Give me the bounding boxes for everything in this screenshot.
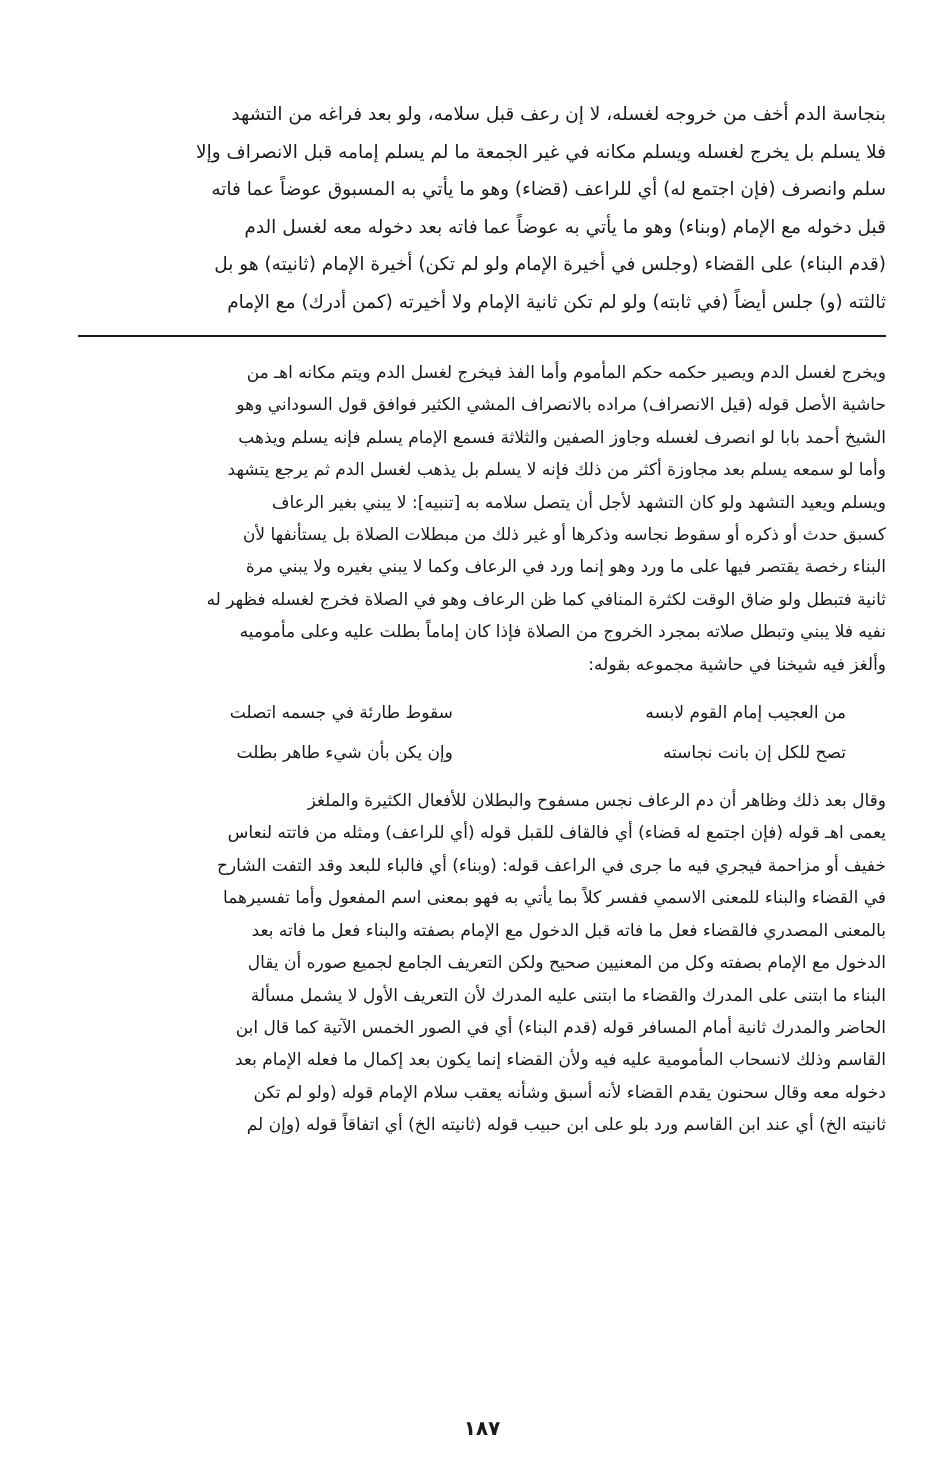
commentary-line: القاسم وذلك لانسحاب المأمومية عليه فيه ولأن القضاء إنما يكون بعد إكمال ما فعله الإمام بعد [235, 1050, 886, 1071]
main-text [78, 96, 886, 321]
commentary-line: وألغز فيه شيخنا في حاشية مجموعه بقوله: [588, 654, 886, 675]
main-text-line: فلا يسلم بل يخرج لغسله ويسلم مكانه في غير الجمعة ما لم يسلم إمامه قبل الانصراف وإلا [196, 141, 886, 163]
commentary-line: كسبق حدث أو ذكره أو سقوط نجاسه وذكرها أو غير ذلك من مبطلات الصلاة بل يستأنفها لأن [242, 525, 886, 546]
main-text-line: ثالثته (و) جلس أيضاً (في ثابته) ولو لم تكن ثانية الإمام ولا أخيرته (كمن أدرك) مع الإمام [227, 291, 886, 313]
commentary-line: البناء رخصة يقتصر فيها على ما ورد وهو إنما ورد في الرعاف وكما لا يبني بغيره ولا يبني مرة [245, 557, 886, 578]
main-text-line: بنجاسة الدم أخف من خروجه لغسله، لا إن رعف قبل سلامه، ولو بعد فراغه من التشهد [231, 104, 886, 125]
commentary-line: ثانية فتبطل ولو ضاق الوقت لكثرة المنافي كما ظن الرعاف وهو في الصلاة فخرج لغسله فظهر له [206, 589, 886, 610]
commentary-line: خفيف أو مزاحمة فيجري فيه ما جرى في الراعف قوله: (وبناء) أي فالباء للبعد وقد التفت الشارح [216, 855, 886, 876]
poem-verses [118, 693, 846, 773]
commentary-text [78, 357, 886, 1142]
main-text-line: قبل دخوله مع الإمام (وبناء) وهو ما يأتي به عوضاً عما فاته بعد دخوله معه لغسل الدم [244, 216, 886, 238]
commentary-line: ثانيته الخ) أي عند ابن القاسم ورد بلو على ابن حبيب قوله (ثانيته الخ) أي اتفاقاً قوله (وإن لم [246, 1115, 886, 1136]
verse-second-hemistich: سقوط طارئة في جسمه اتصلت [229, 703, 453, 724]
commentary-line: البناء ما ابتنى على المدرك والقضاء ما ابتنى عليه المدرك لأن التعريف الأول لا يشمل مسألة [250, 985, 886, 1006]
commentary-line: الحاضر والمدرك ثانية أمام المسافر قوله (قدم البناء) أي في الصور الخمس الآتية كما قال ابن [235, 1017, 886, 1038]
commentary-line: في القضاء والبناء للمعنى الاسمي ففسر كلاً بما يأتي به فهو بمعنى اسم المفعول وأما تفسيرهما [223, 888, 886, 909]
verse-first-hemistich: من العجيب إمام القوم لابسه [645, 703, 846, 724]
commentary-line: دخوله معه وقال سحنون يقدم القضاء لأنه أسبق وشأنه يعقب سلام الإمام قوله (ولو لم تكن [253, 1082, 886, 1103]
commentary-line: حاشية الأصل قوله (قيل الانصراف) مراده بالانصراف المشي الكثير فوافق قول السوداني وهو [236, 395, 886, 416]
commentary-line: بالمعنى المصدري فالقضاء فعل ما فاته قبل الدخول مع الإمام بصفته والبناء فعل ما فاته بعد [251, 920, 886, 941]
verse-row [118, 733, 846, 773]
book-page [78, 96, 886, 1466]
page-number: ١٨٧ [463, 1416, 501, 1440]
commentary-line: ويخرج لغسل الدم ويصير حكمه حكم المأموم وأما الفذ فيخرج لغسل الدم ويتم مكانه اهـ من [246, 363, 886, 383]
commentary-line: الشيخ أحمد بابا لو انصرف لغسله وجاوز الصفين والثلاثة فسمع الإمام يسلم فإنه يسلم ويذهب [238, 427, 886, 448]
verse-row [118, 693, 846, 733]
verse-first-hemistich: تصح للكل إن بانت نجاسته [662, 743, 846, 764]
commentary-line: وأما لو سمعه يسلم بعد مجاوزة أكثر من ذلك فإنه لا يسلم بل يذهب لغسل الدم ثم يرجع يتشهد [227, 460, 886, 481]
commentary-line: يعمى اهـ قوله (فإن اجتمع له قضاء) أي فالقاف للقبل قوله (أي للراعف) ومثله من فاتته لنعاس [227, 823, 886, 844]
main-text-line: (قدم البناء) على القضاء (وجلس في أخيرة الإمام ولو لم تكن) أخيرة الإمام (ثانيته) هو بل [214, 254, 886, 275]
commentary-line: الدخول مع الإمام بصفته وكل من المعنيين صحيح ولكن التعريف الجامع لجميع صوره أن يقال [247, 953, 886, 974]
commentary-line: نفيه فلا يبني وتبطل صلاته بمجرد الخروج من الصلاة فإذا كان إماماً بطلت عليه وعلى مأموميه [239, 622, 886, 643]
main-text-line: سلم وانصرف (فإن اجتمع له) أي للراعف (قضاء) وهو ما يأتي به المسبوق عوضاً عما فاته [211, 179, 886, 200]
commentary-line: ويسلم ويعيد التشهد ولو كان التشهد لأجل أن يتصل سلامه به [تنبيه]: لا يبني بغير الرعاف [271, 492, 886, 513]
section-divider [78, 335, 886, 337]
commentary-line: وقال بعد ذلك وظاهر أن دم الرعاف نجس مسفوح والبطلان للأفعال الكثيرة والملغز [307, 791, 886, 812]
verse-second-hemistich: وإن يكن بأن شيء طاهر بطلت [236, 743, 453, 764]
